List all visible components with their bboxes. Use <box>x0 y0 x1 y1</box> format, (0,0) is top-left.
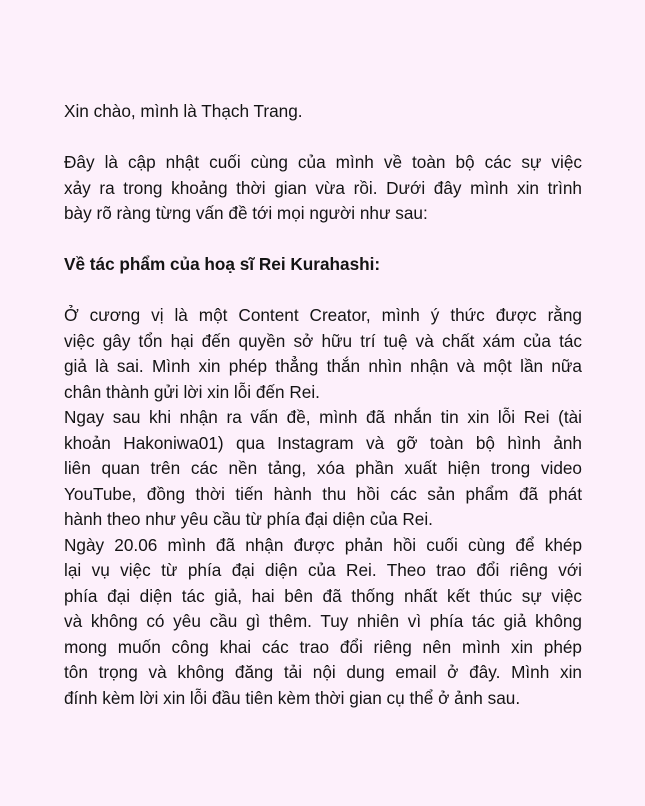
spacer <box>64 278 645 304</box>
paragraph-line: lại vụ việc từ phía đại diện của Rei. Theo trao đổi riêng với <box>64 560 582 580</box>
paragraph-line: liên quan trên các nền tảng, xóa phần xuất hiện trong video <box>64 458 582 478</box>
section-heading: Về tác phẩm của hoạ sĩ Rei Kurahashi: <box>64 254 381 274</box>
paragraph-line: chân thành gửi lời xin lỗi đến Rei. <box>64 381 320 402</box>
paragraph-line: hành theo như yêu cầu từ phía đại diện của Rei. <box>64 509 433 529</box>
paragraph-resolution <box>64 533 645 712</box>
paragraph-line: tôn trọng và không đăng tải nội dung email ở đây. Mình xin <box>64 662 582 682</box>
paragraph-line: Ngay sau khi nhận ra vấn đề, mình đã nhắn tin xin lỗi Rei (tài <box>64 407 582 427</box>
paragraph-acknowledgement <box>64 303 645 405</box>
paragraph-line: Ở cương vị là một Content Creator, mình ý thức được rằng <box>64 305 582 325</box>
spacer <box>64 125 645 151</box>
greeting: Xin chào, mình là Thạch Trang. <box>64 101 303 121</box>
paragraph-line: khoản Hakoniwa01) qua Instagram và gỡ toàn bộ hình ảnh <box>64 432 582 453</box>
intro-line: Đây là cập nhật cuối cùng của mình về toàn bộ các sự việc <box>64 152 582 172</box>
spacer <box>64 227 645 253</box>
paragraph-line: phía đại diện tác giả, hai bên đã thống nhất kết thúc sự việc <box>64 585 582 606</box>
paragraph-line: YouTube, đồng thời tiến hành thu hồi các sản phẩm đã phát <box>64 483 582 504</box>
paragraph-line: và không có yêu cầu gì thêm. Tuy nhiên vì phía tác giả không <box>64 611 582 631</box>
paragraph-line: giả là sai. Mình xin phép thẳng thắn nhìn nhận và một lần nữa <box>64 356 582 376</box>
paragraph-line: việc gây tổn hại đến quyền sở hữu trí tuệ và chất xám của tác <box>64 330 582 351</box>
paragraph-line: đính kèm lời xin lỗi đầu tiên kèm thời gian cụ thể ở ảnh sau. <box>64 687 521 708</box>
intro-line: bày rõ ràng từng vấn đề tới mọi người như sau: <box>64 203 428 223</box>
intro-paragraph <box>64 150 645 227</box>
intro-line: xảy ra trong khoảng thời gian vừa rồi. Dưới đây mình xin trình <box>64 177 582 198</box>
paragraph-actions <box>64 405 645 533</box>
paragraph-line: mong muốn công khai các trao đổi riêng nên mình xin phép <box>64 636 582 657</box>
paragraph-line: Ngày 20.06 mình đã nhận được phản hồi cuối cùng để khép <box>64 534 582 555</box>
